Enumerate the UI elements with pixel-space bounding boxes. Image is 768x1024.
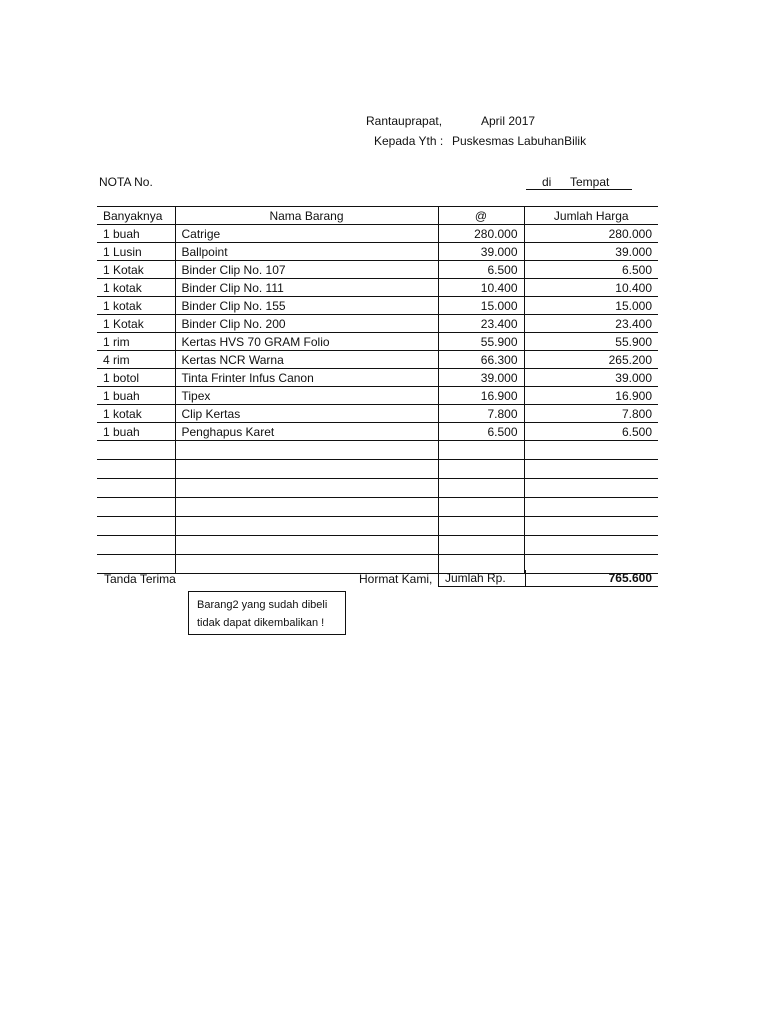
item-total: 6.500 — [524, 423, 658, 441]
item-total: 265.200 — [524, 351, 658, 369]
item-quantity: 1 Lusin — [97, 243, 175, 261]
item-quantity: 1 kotak — [97, 405, 175, 423]
item-quantity: 1 kotak — [97, 297, 175, 315]
table-row — [97, 333, 658, 351]
empty-table-row — [97, 498, 658, 517]
item-total: 39.000 — [524, 369, 658, 387]
item-quantity: 1 kotak — [97, 279, 175, 297]
note-line-2: tidak dapat dikembalikan ! — [197, 617, 325, 629]
item-name: Ballpoint — [175, 243, 438, 261]
item-name: Tipex — [175, 387, 438, 405]
table-row — [97, 387, 658, 405]
item-unit-price: 66.300 — [438, 351, 524, 369]
empty-cell — [97, 498, 175, 517]
empty-table-row — [97, 441, 658, 460]
empty-cell — [438, 460, 524, 479]
empty-cell — [97, 479, 175, 498]
empty-table-row — [97, 479, 658, 498]
item-quantity: 4 rim — [97, 351, 175, 369]
table-row — [97, 243, 658, 261]
table-row — [97, 225, 658, 243]
item-total: 16.900 — [524, 387, 658, 405]
empty-cell — [438, 441, 524, 460]
table-row — [97, 369, 658, 387]
item-total: 6.500 — [524, 261, 658, 279]
table-row — [97, 279, 658, 297]
item-quantity: 1 buah — [97, 423, 175, 441]
empty-cell — [438, 536, 524, 555]
di-label: di — [542, 175, 552, 189]
empty-cell — [175, 479, 438, 498]
recipient-name: Puskesmas LabuhanBilik — [452, 134, 587, 148]
item-quantity: 1 Kotak — [97, 315, 175, 333]
item-name: Kertas NCR Warna — [175, 351, 438, 369]
table-header-row — [97, 207, 658, 225]
empty-cell — [97, 555, 175, 574]
item-name: Tinta Frinter Infus Canon — [175, 369, 438, 387]
tempat-label: Tempat — [570, 175, 610, 189]
empty-cell — [438, 479, 524, 498]
empty-cell — [524, 479, 658, 498]
column-header-quantity: Banyaknya — [97, 207, 175, 225]
item-total: 7.800 — [524, 405, 658, 423]
item-quantity: 1 buah — [97, 225, 175, 243]
empty-cell — [175, 460, 438, 479]
item-unit-price: 23.400 — [438, 315, 524, 333]
item-unit-price: 55.900 — [438, 333, 524, 351]
note-line-1: Barang2 yang sudah dibeli — [197, 599, 328, 611]
column-header-item-name: Nama Barang — [175, 207, 438, 225]
empty-cell — [524, 517, 658, 536]
regards-label: Hormat Kami, — [359, 572, 433, 586]
item-name: Penghapus Karet — [175, 423, 438, 441]
column-header-unit-price: @ — [438, 207, 524, 225]
empty-cell — [175, 536, 438, 555]
item-unit-price: 6.500 — [438, 261, 524, 279]
receipt-signature-label: Tanda Terima — [104, 572, 176, 586]
empty-cell — [175, 517, 438, 536]
item-name: Binder Clip No. 111 — [175, 279, 438, 297]
table-row — [97, 315, 658, 333]
item-unit-price: 280.000 — [438, 225, 524, 243]
return-policy-note — [188, 591, 346, 635]
empty-cell — [175, 498, 438, 517]
empty-table-row — [97, 517, 658, 536]
item-quantity: 1 rim — [97, 333, 175, 351]
empty-cell — [524, 441, 658, 460]
empty-cell — [524, 498, 658, 517]
item-quantity: 1 Kotak — [97, 261, 175, 279]
empty-table-row — [97, 536, 658, 555]
item-total: 10.400 — [524, 279, 658, 297]
item-unit-price: 16.900 — [438, 387, 524, 405]
empty-cell — [175, 441, 438, 460]
empty-cell — [524, 536, 658, 555]
table-row — [97, 405, 658, 423]
empty-cell — [438, 498, 524, 517]
item-total: 23.400 — [524, 315, 658, 333]
empty-cell — [524, 460, 658, 479]
table-row — [97, 351, 658, 369]
table-row — [97, 297, 658, 315]
item-unit-price: 7.800 — [438, 405, 524, 423]
item-total: 280.000 — [524, 225, 658, 243]
empty-table-row — [97, 460, 658, 479]
item-name: Catrige — [175, 225, 438, 243]
place-label: Rantauprapat, — [366, 114, 443, 128]
empty-cell — [97, 517, 175, 536]
item-total: 15.000 — [524, 297, 658, 315]
empty-cell — [438, 517, 524, 536]
item-name: Binder Clip No. 155 — [175, 297, 438, 315]
item-name: Clip Kertas — [175, 405, 438, 423]
item-name: Kertas HVS 70 GRAM Folio — [175, 333, 438, 351]
item-total: 55.900 — [524, 333, 658, 351]
grand-total-value: 765.600 — [525, 570, 658, 587]
empty-cell — [97, 460, 175, 479]
item-quantity: 1 botol — [97, 369, 175, 387]
item-name: Binder Clip No. 200 — [175, 315, 438, 333]
item-total: 39.000 — [524, 243, 658, 261]
nota-number-label: NOTA No. — [99, 175, 153, 189]
empty-cell — [175, 555, 438, 574]
table-row — [97, 261, 658, 279]
column-header-total: Jumlah Harga — [524, 207, 658, 225]
date-month: April 2017 — [481, 114, 536, 128]
recipient-label: Kepada Yth : — [374, 134, 444, 148]
item-unit-price: 6.500 — [438, 423, 524, 441]
table-row — [97, 423, 658, 441]
empty-cell — [97, 441, 175, 460]
location-line — [526, 175, 632, 190]
item-unit-price: 39.000 — [438, 243, 524, 261]
grand-total-label: Jumlah Rp. — [438, 570, 526, 587]
empty-cell — [97, 536, 175, 555]
item-unit-price: 15.000 — [438, 297, 524, 315]
item-name: Binder Clip No. 107 — [175, 261, 438, 279]
item-unit-price: 10.400 — [438, 279, 524, 297]
item-quantity: 1 buah — [97, 387, 175, 405]
item-unit-price: 39.000 — [438, 369, 524, 387]
items-table — [97, 206, 658, 574]
